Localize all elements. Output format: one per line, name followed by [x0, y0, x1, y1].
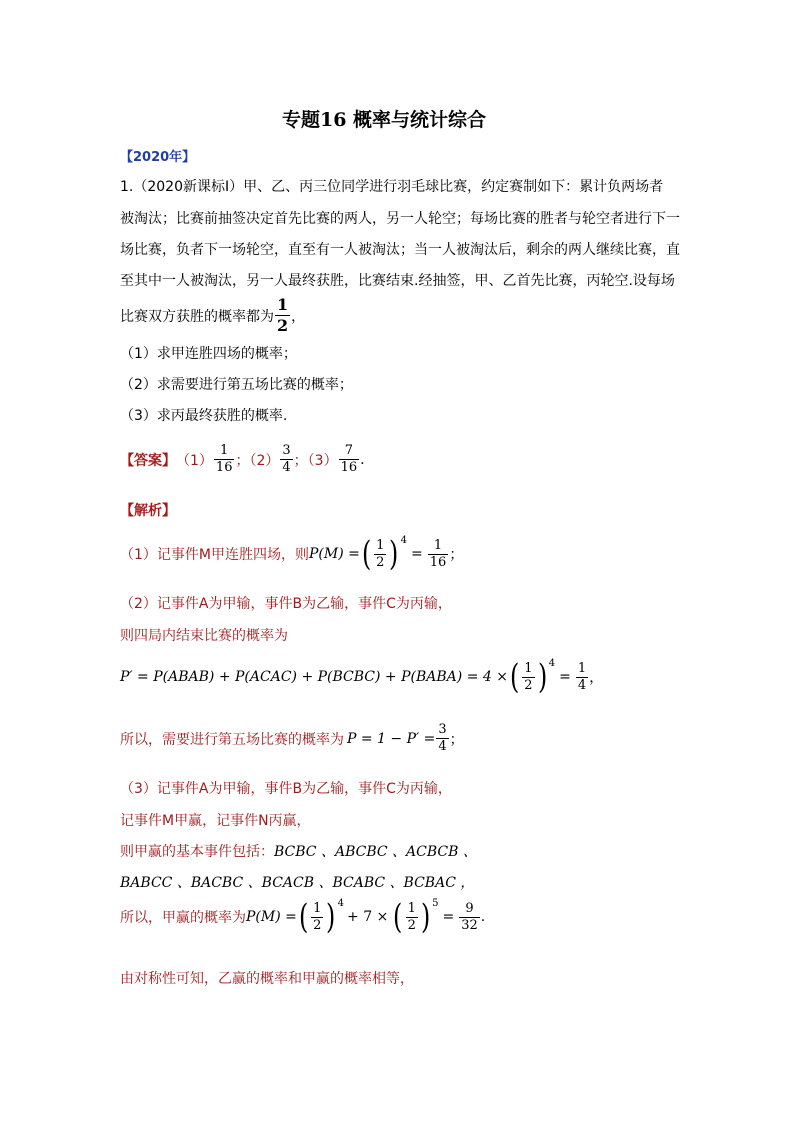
answer-2-fraction: $\frac{3}{4}$ [282, 443, 291, 475]
fraction-one-half: $\frac{1}{2}$ [277, 295, 289, 335]
answer-label: 【答案】 [120, 452, 176, 469]
solution-part-2-line-3: 所以，需要进行第五场比赛的概率为 P = 1 − P′ = $\frac{3}{4}$ ； [120, 722, 464, 754]
solution-part-3-line-2: 记事件M甲赢，记事件N丙赢， [120, 813, 311, 829]
problem-line-4: 至其中一人被淘汰，另一人最终获胜，比赛结束.经抽签，甲、乙首先比赛，丙轮空.设每场 [120, 273, 675, 289]
question-3: （3）求丙最终获胜的概率. [120, 408, 288, 424]
page-title: 专题16 概率与统计综合 [282, 109, 487, 131]
problem-line-5-text: 比赛双方获胜的概率都为 [120, 308, 274, 325]
formula-four-games: P′ = P(ABAB) + P(ACAC) + P(BCBC) + P(BABA) = 4 × ( $\frac{1}{2}$ ) 4 = $\frac{1}{4}$ ， [120, 657, 604, 697]
solution-part-3-formula: 所以，甲赢的概率为 P(M) = ( $\frac{1}{2}$ ) 4 + 7 × ( $\frac{1}{2}$ ) 5 = $\frac{9}{32}$ . [120, 897, 486, 937]
solution-part-1: （1）记事件M甲连胜四场，则 P(M) = ( $\frac{1}{2}$ ) 4 = $\frac{1}{16}$ ； [120, 534, 464, 574]
question-2: （2）求需要进行第五场比赛的概率； [120, 377, 353, 393]
solution-part-3-line-6: 由对称性可知，乙赢的概率和甲赢的概率相等， [120, 971, 414, 987]
answer-line: 【答案】 （1） $\frac{1}{16}$ ；（2） $\frac{3}{4}$ ；（3） $\frac{7}{16}$ . [120, 443, 365, 475]
problem-line-1: 1.（2020新课标Ⅰ）甲、乙、丙三位同学进行羽毛球比赛，约定赛制如下：累计负两场者 [120, 179, 664, 195]
solution-part-2-line-1: （2）记事件A为甲输，事件B为乙输，事件C为丙输， [120, 596, 452, 612]
answer-1-fraction: $\frac{1}{16}$ [215, 443, 233, 475]
problem-line-3: 场比赛，负者下一场轮空，直至有一人被淘汰；当一人被淘汰后，剩余的两人继续比赛，直 [120, 242, 680, 258]
solution-part-3-line-1: （3）记事件A为甲输，事件B为乙输，事件C为丙输， [120, 781, 452, 797]
solution-part-2-line-2: 则四局内结束比赛的概率为 [120, 628, 288, 644]
problem-line-2: 被淘汰；比赛前抽签决定首先比赛的两人，另一人轮空；每场比赛的胜者与轮空者进行下一 [120, 211, 680, 227]
solution-part-3-line-4: BABCC 、BACBC 、BCACB 、BCABC 、BCBAC ， [120, 875, 475, 891]
question-1: （1）求甲连胜四场的概率； [120, 346, 297, 362]
year-tag: 【2020年】 [120, 150, 196, 165]
answer-3-fraction: $\frac{7}{16}$ [340, 443, 358, 475]
analysis-label: 【解析】 [120, 503, 176, 519]
solution-part-3-line-3: 则甲赢的基本事件包括：BCBC 、ABCBC 、ACBCB 、 [120, 844, 477, 860]
problem-line-5: 比赛双方获胜的概率都为 $\frac{1}{2}$ ， [120, 295, 306, 335]
